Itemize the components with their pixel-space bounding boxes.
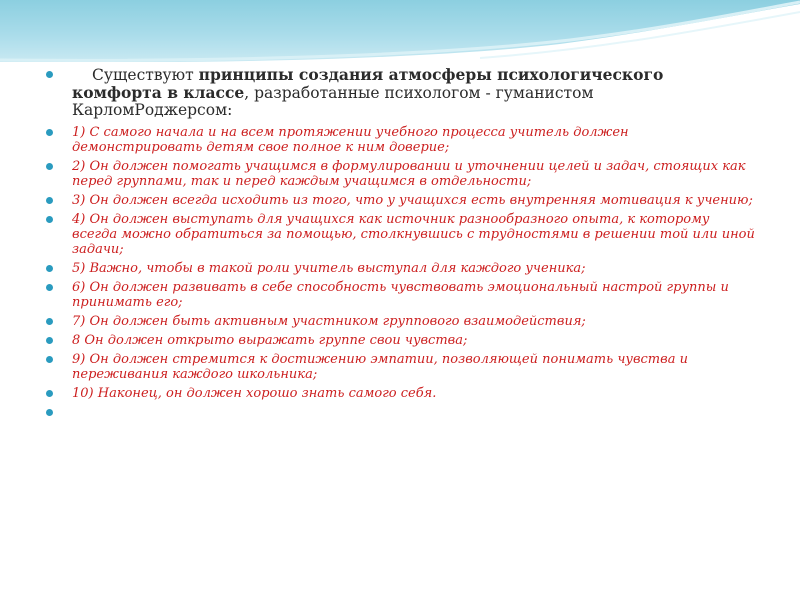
bullet-icon — [46, 390, 53, 397]
bullet-icon — [46, 129, 53, 136]
principle-text: 2) Он должен помогать учащимся в формулировании и уточнении целей и задач, стоящих как перед группами, так и перед каждым учащимся в отдельности; — [72, 159, 746, 189]
intro-paragraph — [36, 66, 756, 119]
principle-item-10 — [36, 386, 756, 401]
principle-item-1 — [36, 125, 756, 155]
principle-text: 10) Наконец, он должен хорошо знать самого себя. — [72, 386, 437, 401]
content-list — [36, 66, 756, 424]
intro-bold-phrase: принципы создания атмосферы психологического комфорта в классе — [72, 65, 664, 102]
principle-text: 5) Важно, чтобы в такой роли учитель выступал для каждого ученика; — [72, 261, 586, 276]
empty-item — [36, 405, 756, 420]
principle-item-3 — [36, 193, 756, 208]
principle-text: 8 Он должен открыто выражать группе свои чувства; — [72, 333, 468, 348]
bullet-icon — [46, 284, 53, 291]
bullet-icon — [46, 337, 53, 344]
principle-item-4 — [36, 212, 756, 257]
bullet-icon — [46, 318, 53, 325]
bullet-icon — [46, 197, 53, 204]
header-wave-decoration — [0, 0, 800, 70]
bullet-icon — [46, 163, 53, 170]
intro-suffix: , разработанные психологом - гуманистом КарломРоджерсом: — [72, 84, 594, 119]
bullet-icon — [46, 216, 53, 223]
principle-item-9 — [36, 352, 756, 382]
principle-item-2 — [36, 159, 756, 189]
bullet-icon — [46, 356, 53, 363]
principle-text: 7) Он должен быть активным участником группового взаимодействия; — [72, 314, 586, 329]
principle-text: 9) Он должен стремится к достижению эмпатии, позволяющей понимать чувства и переживания каждого школьника; — [72, 352, 688, 382]
bullet-icon — [46, 265, 53, 272]
bullet-icon — [46, 71, 53, 78]
principle-text: 3) Он должен всегда исходить из того, что у учащихся есть внутренняя мотивация к учению; — [72, 193, 753, 208]
principle-text: 4) Он должен выступать для учащихся как источник разнообразного опыта, к которому всегда можно обратиться за помощью, столкнувшись с трудностями в решении той или иной задачи; — [72, 212, 755, 257]
principle-item-8 — [36, 333, 756, 348]
principle-item-7 — [36, 314, 756, 329]
principle-item-5 — [36, 261, 756, 276]
principle-item-6 — [36, 280, 756, 310]
principle-text: 6) Он должен развивать в себе способность чувствовать эмоциональный настрой группы и принимать его; — [72, 280, 729, 310]
bullet-icon — [46, 409, 53, 416]
intro-prefix: Существуют — [92, 66, 199, 84]
principle-text: 1) С самого начала и на всем протяжении учебного процесса учитель должен демонстрировать детям свое полное к ним доверие; — [72, 125, 629, 155]
